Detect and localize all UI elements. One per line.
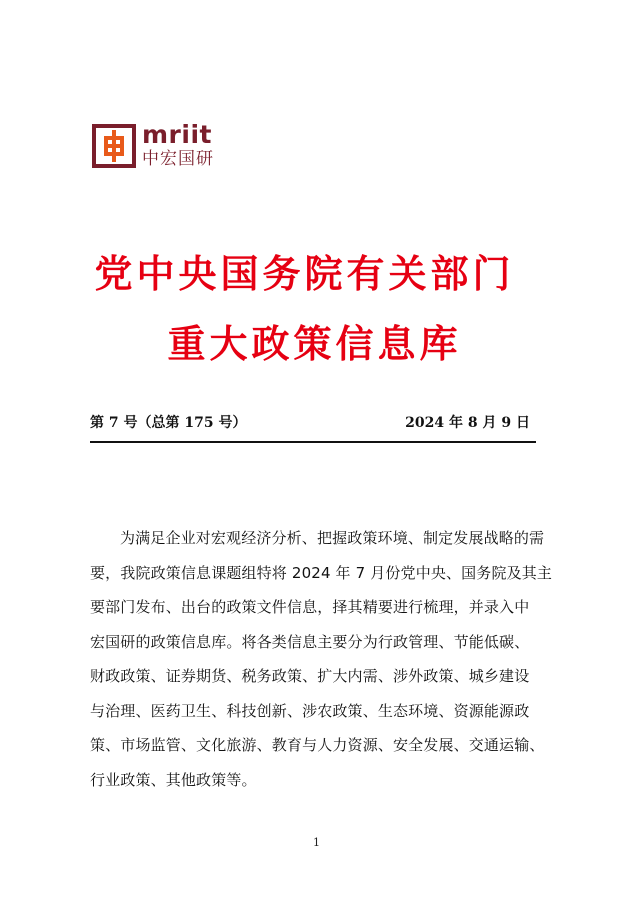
issue-date: 2024 年 8 月 9 日 <box>405 415 530 431</box>
paragraph-line: 策、市场监管、文化旅游、教育与人力资源、安全发展、交通运输、 <box>90 736 545 754</box>
issue-number: 第 7 号（总第 175 号） <box>90 415 247 431</box>
brand-logo <box>92 122 222 174</box>
document-title-line-2: 重大政策信息库 <box>167 321 462 366</box>
issue-info-row <box>90 412 536 434</box>
paragraph-line: 要，我院政策信息课题组特将 2024 年 7 月份党中央、国务院及其主 <box>90 563 553 582</box>
paragraph-line: 与治理、医药卫生、科技创新、涉农政策、生态环境、资源能源政 <box>90 701 530 720</box>
logo-name-en: mriit <box>142 120 212 149</box>
paragraph-line: 行业政策、其他政策等。 <box>90 770 257 789</box>
intro-paragraph <box>90 521 552 797</box>
paragraph-line: 宏国研的政策信息库。将各类信息主要分为行政管理、节能低碳、 <box>90 632 530 651</box>
logo-name-cn: 中宏国研 <box>142 149 214 169</box>
page-number: 1 <box>313 836 320 849</box>
header-divider <box>90 441 536 443</box>
paragraph-line: 财政政策、证券期货、税务政策、扩大内需、涉外政策、城乡建设 <box>90 667 530 685</box>
mriit-logo-mark-icon <box>92 124 136 168</box>
paragraph-line: 要部门发布、出台的政策文件信息，择其精要进行梳理，并录入中 <box>90 598 530 616</box>
paragraph-line: 为满足企业对宏观经济分析、把握政策环境、制定发展战略的需 <box>120 529 545 547</box>
document-title-line-1: 党中央国务院有关部门 <box>94 251 515 296</box>
